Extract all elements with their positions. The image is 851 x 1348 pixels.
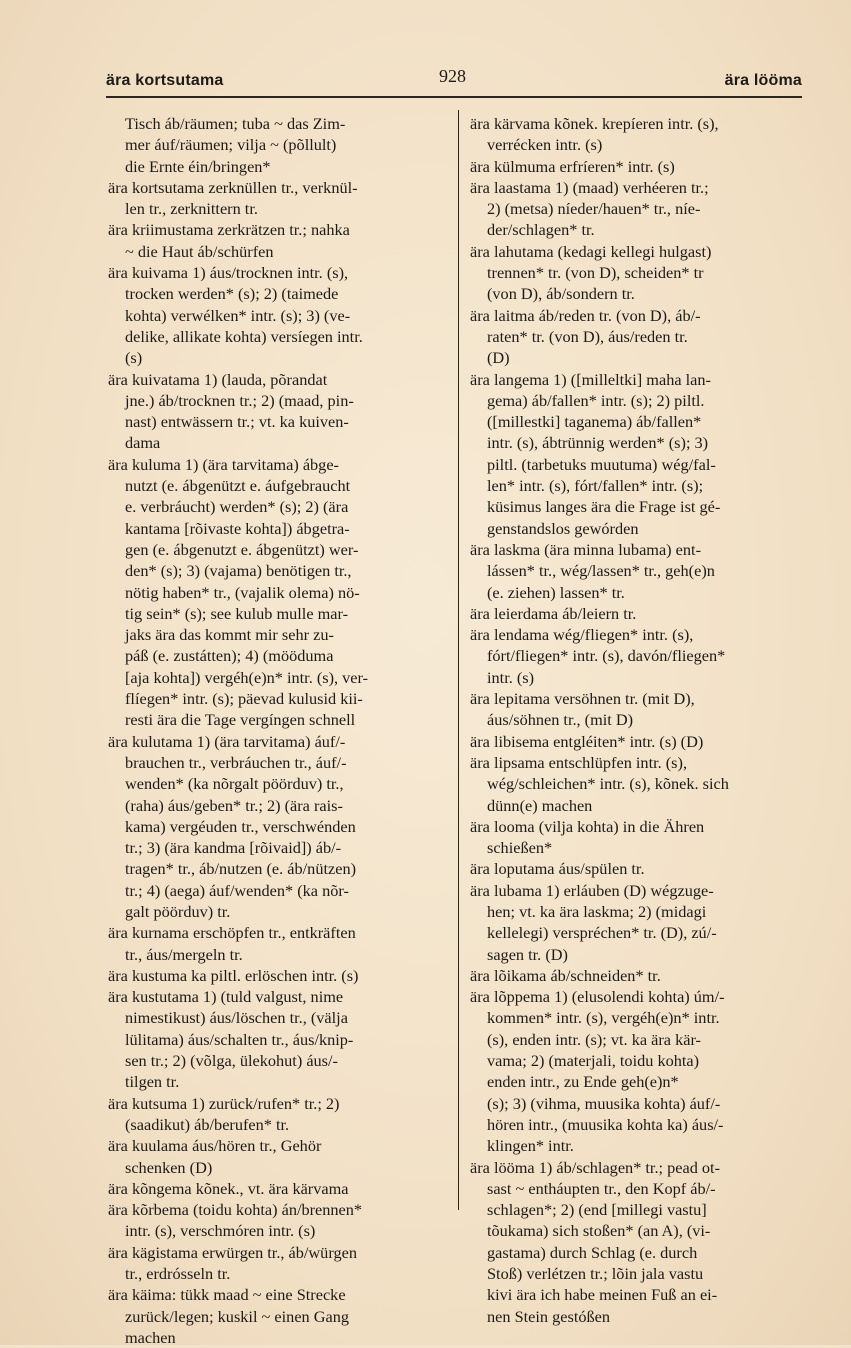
entry-continuation-line: den* (s); 3) (vajama) benötigen tr., bbox=[125, 561, 352, 581]
entry-continuation-line: tr.; 4) (aega) áuf/wenden* (ka nõr- bbox=[125, 880, 349, 900]
entry-continuation-line: áus/söhnen tr., (mit D) bbox=[487, 710, 634, 730]
entry-continuation-line: (D) bbox=[487, 348, 510, 368]
entry-continuation-line: die Ernte éin/bringen* bbox=[125, 156, 271, 176]
entry-continuation-line: raten* tr. (von D), áus/reden tr. bbox=[487, 326, 688, 346]
entry-headword-line: ära kurnama erschöpfen tr., entkräften bbox=[108, 923, 356, 943]
entry-continuation-line: kama) vergéuden tr., verschwénden bbox=[125, 816, 356, 836]
entry-continuation-line: (s); 3) (vihma, muusika kohta) áuf/- bbox=[487, 1093, 721, 1113]
entry-continuation-line: kellelegi) verspréchen* tr. (D), zú/- bbox=[487, 923, 717, 943]
entry-continuation-line: mer áuf/räumen; vilja ~ (põllult) bbox=[125, 135, 337, 155]
entry-headword-line: ära leierdama áb/leiern tr. bbox=[470, 603, 637, 623]
entry-continuation-line: (e. ziehen) lassen* tr. bbox=[487, 582, 625, 602]
entry-continuation-line: trennen* tr. (von D), scheiden* tr bbox=[487, 263, 704, 283]
entry-continuation-line: (raha) áus/geben* tr.; 2) (ära rais- bbox=[125, 795, 343, 815]
entry-continuation-line: wenden* (ka nõrgalt pöörduv) tr., bbox=[125, 774, 344, 794]
entry-continuation-line: schießen* bbox=[487, 838, 553, 858]
entry-continuation-line: kantama [rõivaste kohta]) ábgetra- bbox=[125, 518, 350, 538]
entry-continuation-line: len* intr. (s), fórt/fallen* intr. (s); bbox=[487, 476, 704, 496]
entry-headword-line: ära kärvama kõnek. krepíeren intr. (s), bbox=[470, 114, 719, 133]
entry-continuation-line: jne.) áb/trocknen tr.; 2) (maad, pin- bbox=[125, 390, 354, 410]
entry-headword-line: ära kuulama áus/hören tr., Gehör bbox=[108, 1136, 322, 1156]
left-column bbox=[108, 113, 448, 1348]
entry-continuation-line: brauchen tr., verbráuchen tr., áuf/- bbox=[125, 752, 347, 772]
entry-continuation-line: intr. (s), verschmóren intr. (s) bbox=[125, 1221, 316, 1241]
entry-continuation-line: kivi ära ich habe meinen Fuß an ei- bbox=[487, 1285, 718, 1305]
entry-continuation-line: dama bbox=[125, 433, 161, 453]
entry-continuation-line: kohta) verwélken* intr. (s); 3) (ve- bbox=[125, 305, 351, 325]
entry-continuation-line: tr., áus/mergeln tr. bbox=[125, 944, 243, 964]
entry-headword-line: ära laskma (ära minna lubama) ent- bbox=[470, 539, 701, 559]
entry-continuation-line: lássen* tr., wég/lassen* tr., geh(e)n bbox=[487, 561, 715, 581]
entry-headword-line: ära laastama 1) (maad) verhéeren tr.; bbox=[470, 177, 709, 197]
entry-continuation-line: tr.; 3) (ära kandma [rõivaid]) áb/- bbox=[125, 838, 342, 858]
entry-headword-line: ära lipsama entschlüpfen intr. (s), bbox=[470, 752, 688, 772]
entry-continuation-line: nötig haben* tr., (vajalik olema) nö- bbox=[125, 582, 360, 602]
entry-continuation-line: tig sein* (s); see kulub mulle mar- bbox=[125, 603, 349, 623]
entry-continuation-line: galt pöörduv) tr. bbox=[125, 901, 231, 921]
entry-continuation-line: hen; vt. ka ära laskma; 2) (midagi bbox=[487, 901, 707, 921]
entry-continuation-line: jaks ära das kommt mir sehr zu- bbox=[125, 625, 334, 645]
entry-continuation-line: len tr., zerknittern tr. bbox=[125, 199, 258, 219]
entry-continuation-line: nen Stein gestóßen bbox=[487, 1306, 610, 1326]
entry-continuation-line: [aja kohta]) vergéh(e)n* intr. (s), ver- bbox=[125, 667, 369, 687]
entry-continuation-line: tragen* tr., áb/nutzen (e. áb/nützen) bbox=[125, 859, 357, 879]
entry-headword-line: ära lubama 1) erláuben (D) wégzuge- bbox=[470, 880, 714, 900]
header-left-guideword: ära kortsutama bbox=[106, 72, 224, 89]
entry-continuation-line: der/schlagen* tr. bbox=[487, 220, 595, 240]
entry-headword-line: ära langema 1) ([milleltki] maha lan- bbox=[470, 369, 711, 389]
entry-headword-line: ära kõngema kõnek., vt. ära kärvama bbox=[108, 1178, 349, 1198]
entry-headword-line: ära lepitama versöhnen tr. (mit D), bbox=[470, 689, 695, 709]
entry-continuation-line: intr. (s), ábtrünnig werden* (s); 3) bbox=[487, 433, 709, 453]
entry-headword-line: ära kriimustama zerkrätzen tr.; nahka bbox=[108, 220, 350, 240]
entry-continuation-line: dünn(e) machen bbox=[487, 795, 593, 815]
entry-continuation-line: lülitama) áus/schalten tr., áus/knip- bbox=[125, 1029, 354, 1049]
entry-headword-line: ära kägistama erwürgen tr., áb/würgen bbox=[108, 1242, 357, 1262]
entry-headword-line: ära lõppema 1) (elusolendi kohta) úm/- bbox=[470, 987, 725, 1007]
entry-headword-line: ära kustuma ka piltl. erlöschen intr. (s) bbox=[108, 965, 359, 985]
entry-headword-line: ära lahutama (kedagi kellegi hulgast) bbox=[470, 241, 712, 261]
entry-continuation-line: hören intr., (muusika kohta ka) áus/- bbox=[487, 1114, 724, 1134]
entry-headword-line: ära lööma 1) áb/schlagen* tr.; pead ot- bbox=[470, 1157, 721, 1177]
right-column bbox=[470, 113, 804, 1327]
entry-continuation-line: verrécken intr. (s) bbox=[487, 135, 603, 155]
entry-headword-line: ära kuluma 1) (ära tarvitama) ábge- bbox=[108, 454, 339, 474]
entry-continuation-line: tilgen tr. bbox=[125, 1072, 180, 1092]
entry-continuation-line: nimestikust) áus/löschen tr., (välja bbox=[125, 1008, 348, 1028]
entry-headword-line: ära loputama áus/spülen tr. bbox=[470, 859, 645, 879]
entry-continuation-line: tõukama) sich stoßen* (an A), (vi- bbox=[487, 1221, 711, 1241]
entry-headword-line: ära kuivatama 1) (lauda, põrandat bbox=[108, 369, 328, 389]
entry-headword-line: ära kustutama 1) (tuld valgust, nime bbox=[108, 987, 344, 1007]
entry-continuation-line: gastama) durch Schlag (e. durch bbox=[487, 1242, 698, 1262]
entry-continuation-line: sen tr.; 2) (võlga, ülekohut) áus/- bbox=[125, 1051, 338, 1071]
entry-continuation-line: trocken werden* (s); 2) (taimede bbox=[125, 284, 339, 304]
entry-continuation-line: gema) áb/fallen* intr. (s); 2) piltl. bbox=[487, 390, 705, 410]
entry-continuation-line: e. verbráucht) werden* (s); 2) (ära bbox=[125, 497, 349, 517]
entry-continuation-line: (von D), áb/sondern tr. bbox=[487, 284, 635, 304]
entry-continuation-line: ([millestki] taganema) áb/fallen* bbox=[487, 412, 702, 432]
header-rule bbox=[106, 96, 802, 98]
entry-continuation-line: páß (e. zustátten); 4) (möödumа bbox=[125, 646, 334, 666]
entry-headword-line: ära lõikama áb/schneiden* tr. bbox=[470, 965, 661, 985]
entry-continuation-line: (saadikut) áb/berufen* tr. bbox=[125, 1114, 290, 1134]
header-right-guideword: ära lööma bbox=[724, 72, 802, 89]
entry-continuation-line: vama; 2) (materjali, toidu kohta) bbox=[487, 1051, 700, 1071]
entry-continuation-line: enden intr., zu Ende geh(e)n* bbox=[487, 1072, 679, 1092]
entry-continuation-line: klingen* intr. bbox=[487, 1136, 574, 1156]
entry-headword-line: ära lendama wég/fliegen* intr. (s), bbox=[470, 625, 694, 645]
entry-continuation-line: delike, allikate kohta) versíegen intr. bbox=[125, 326, 363, 346]
entry-continuation-line: nutzt (e. ábgenützt e. áufgebraucht bbox=[125, 476, 351, 496]
entry-continuation-line: kommen* intr. (s), vergéh(e)n* intr. bbox=[487, 1008, 720, 1028]
entry-headword-line: ära looma (vilja kohta) in die Ähren bbox=[470, 816, 705, 836]
entry-continuation-line: Stoß) verlétzen tr.; lõin jala vastu bbox=[487, 1264, 704, 1284]
entry-continuation-line: (s), enden intr. (s); vt. ka ära kär- bbox=[487, 1029, 701, 1049]
entry-continuation-line: wég/schleichen* intr. (s), kõnek. sich bbox=[487, 774, 729, 794]
entry-continuation-line: schenken (D) bbox=[125, 1157, 213, 1177]
entry-continuation-line: fórt/fliegen* intr. (s), davón/fliegen* bbox=[487, 646, 726, 666]
entry-continuation-line: genstandslos gewórden bbox=[487, 518, 639, 538]
entry-headword-line: ära kuivama 1) áus/trocknen intr. (s), bbox=[108, 263, 349, 283]
entry-continuation-line: küsimus langes ära die Frage ist gé- bbox=[487, 497, 721, 517]
entry-continuation-line: gen (e. ábgenutzt e. ábgenützt) wer- bbox=[125, 539, 359, 559]
entry-continuation-line: piltl. (tarbetuks muutuma) wég/fal- bbox=[487, 454, 716, 474]
entry-continuation-line: zurück/legen; kuskil ~ einen Gang bbox=[125, 1306, 350, 1326]
entry-continuation-line: (s) bbox=[125, 348, 143, 368]
entry-continuation-line: tr., erdrósseln tr. bbox=[125, 1264, 231, 1284]
entry-headword-line: ära libisema entgléiten* intr. (s) (D) bbox=[470, 731, 704, 751]
entry-headword-line: ära käima: tükk maad ~ eine Strecke bbox=[108, 1285, 346, 1305]
entry-continuation-line: resti ära die Tage vergíngen schnell bbox=[125, 710, 356, 730]
entry-headword-line: ära laitma áb/reden tr. (von D), áb/- bbox=[470, 305, 701, 325]
entry-headword-line: ära kõrbema (toidu kohta) án/brennen* bbox=[108, 1200, 363, 1220]
entry-continuation-line: sagen tr. (D) bbox=[487, 944, 568, 964]
entry-continuation-line: intr. (s) bbox=[487, 667, 535, 687]
entry-continuation-line: sast ~ entháupten tr., den Kopf áb/- bbox=[487, 1178, 716, 1198]
entry-continuation-line: flíegen* intr. (s); päevad kulusid kii- bbox=[125, 689, 363, 709]
entry-headword-line: ära külmuma erfríeren* intr. (s) bbox=[470, 156, 675, 176]
entry-continuation-line: machen bbox=[125, 1327, 176, 1347]
entry-headword-line: ära kutsuma 1) zurück/rufen* tr.; 2) bbox=[108, 1093, 340, 1113]
column-divider bbox=[458, 110, 459, 1210]
page-number: 928 bbox=[439, 66, 466, 86]
entry-continuation-line: schlagen*; 2) (end [millegi vastu] bbox=[487, 1200, 707, 1220]
entry-continuation-line: 2) (metsa) níeder/hauen* tr., níe- bbox=[487, 199, 701, 219]
entry-continuation-line: nast) entwässern tr.; vt. ka kuiven- bbox=[125, 412, 349, 432]
entry-continuation-line: ~ die Haut áb/schürfen bbox=[125, 241, 274, 261]
page-header bbox=[106, 64, 802, 90]
entry-headword-line: ära kulutama 1) (ära tarvitama) áuf/- bbox=[108, 731, 346, 751]
entry-headword-line: ära kortsutama zerknüllen tr., verknül- bbox=[108, 177, 358, 197]
entry-continuation-line: Tisch áb/räumen; tuba ~ das Zim- bbox=[125, 114, 346, 133]
